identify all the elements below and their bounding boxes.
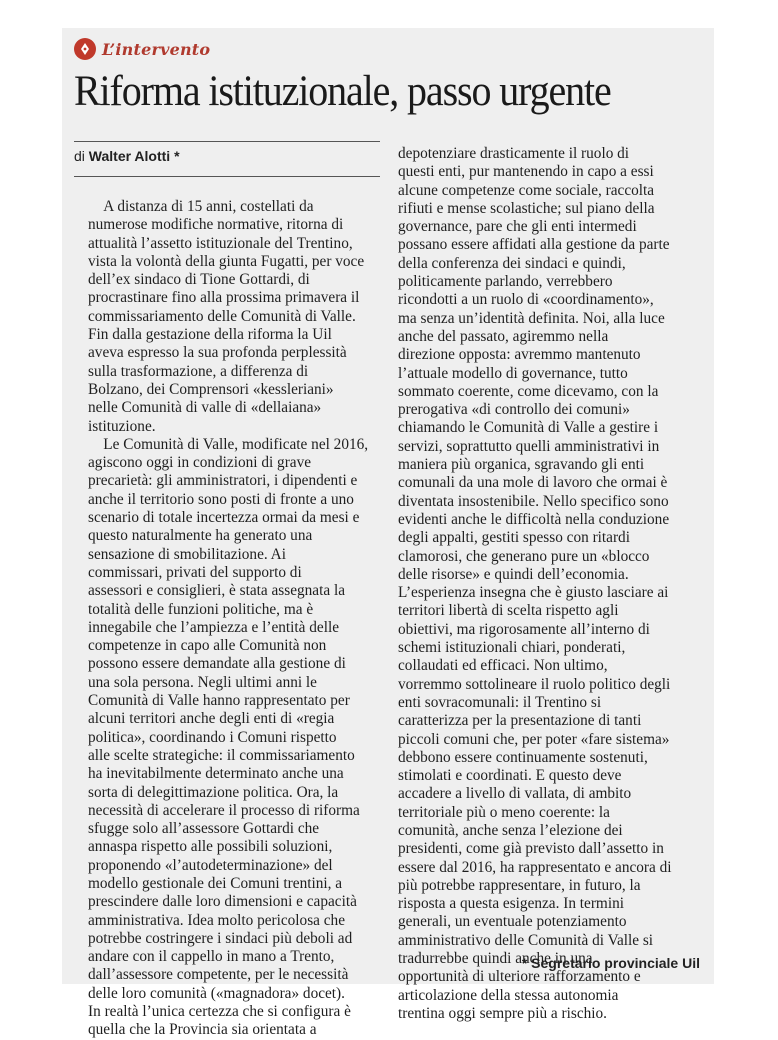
article-line: territori libertà di scelta rispetto agli (398, 602, 619, 620)
article-line: governance, pare che gli enti intermedi (398, 218, 637, 236)
article-line: ricondotti a un ruolo di «coordinamento», (398, 291, 654, 309)
article-line: procrastinare fino alla prossima primavera il (88, 289, 360, 307)
article-line: una sola persona. Negli ultimi anni le (88, 673, 317, 691)
author-footnote: * Segretario provinciale Uil (521, 955, 700, 971)
article-line: commissariamento delle Comunità di Valle. (88, 307, 356, 325)
article-line: chiamando le Comunità di Valle a gestire i (398, 419, 659, 437)
article-line: amministrativa. Idea molto pericolosa che (88, 911, 345, 929)
article-line: clamorosi, che generano pure un «blocco (398, 547, 650, 565)
article-line: questo naturalmente ha generato una (88, 527, 313, 545)
article-line: A distanza di 15 anni, costellati da (88, 198, 314, 215)
article-line: territoriale più o meno coerente: la (398, 803, 610, 821)
kicker-label: L’intervento (102, 39, 211, 59)
article-line: politicamente parlando, verrebbero (398, 273, 613, 291)
article-line: anche il territorio sono posti di fronte a uno (88, 490, 354, 508)
article-line: sommato coerente, come dicevamo, con la (398, 382, 659, 400)
article-line: amministrativo delle Comunità di Valle si (398, 931, 654, 949)
article-line: scenario di totale incertezza ormai da mesi e (88, 509, 360, 527)
article-line: enti sovracomunali: il Trentino si (398, 693, 602, 711)
article-line: presidenti, come già previsto dall’assetto in (398, 840, 664, 858)
article-line: competenze in capo alle Comunità non (88, 637, 327, 655)
article-line: quella che la Provincia sia orientata a (88, 1021, 317, 1039)
article-line: collaudati ed efficaci. Non ultimo, (398, 657, 608, 675)
article-line: numerose modifiche normative, ritorna di (88, 216, 344, 234)
byline-rule-bottom (74, 176, 380, 177)
article-line: trentina oggi sempre più a rischio. (398, 1004, 608, 1022)
article-line: generali, un eventuale potenziamento (398, 913, 627, 931)
article-line: accadere a livello di vallata, di ambito (398, 785, 632, 803)
article-line: depotenziare drasticamente il ruolo di (398, 145, 630, 162)
article-line: comunali da una mole di lavoro che ormai è (398, 474, 668, 492)
article-line: andare con il cappello in mano a Trento, (88, 948, 335, 966)
article-line: direzione opposta: avremmo mantenuto (398, 346, 641, 364)
article-line: ma senza un’identità definita. Noi, alla luce (398, 309, 665, 327)
article-line: politica», coordinando i Comuni rispetto (88, 728, 337, 746)
article-line: attualità l’assetto istituzionale del Trentino, (88, 234, 353, 252)
article-line: sfugge solo all’assessore Gottardi che (88, 820, 320, 838)
article-line: servizi, soprattutto quelli amministrativi in (398, 437, 660, 455)
article-line: sulla trasformazione, a differenza di (88, 362, 309, 380)
article-line: delle risorse» e quindi dell’economia. (398, 565, 629, 583)
article-line: aveva espresso la sua profonda perplessità (88, 344, 347, 362)
byline-rule-top (74, 141, 380, 142)
article-column-left (88, 198, 380, 1040)
article-line: alle scelte strategiche: il commissariamento (88, 746, 355, 764)
article-line: possono essere demandate alla gestione di (88, 655, 346, 673)
article-line: opportunità di ulteriore rafforzamento e (398, 968, 641, 986)
article-line: modello gestionale dei Comuni trentini, a (88, 874, 343, 892)
article-line: comunità, anche senza l’elezione dei (398, 821, 623, 839)
article-line: nelle Comunità di valle di «dellaiana» (88, 399, 322, 417)
article-line: sorta di delegittimazione politica. Ora, la (88, 783, 339, 801)
article-line: questi enti, pur mantenendo in capo a essi (398, 163, 654, 181)
article-line: Fin dalla gestazione della riforma la Uil (88, 326, 332, 344)
article-line: necessità di accelerare il processo di riforma (88, 801, 360, 819)
article-line: innegabile che l’ampiezza e l’entità delle (88, 618, 339, 636)
article-line: l’attuale modello di governance, tutto (398, 364, 628, 382)
article-line: annaspa rispetto alle possibili soluzioni, (88, 838, 333, 856)
article-line: assessori e consiglieri, è stata assegnata la (88, 582, 345, 600)
article-line: precarietà: gli amministratori, i dipendenti e (88, 472, 358, 490)
article-line: vorremmo sottolineare il ruolo politico degli (398, 675, 671, 693)
article-line: prerogativa «di controllo dei comuni» (398, 401, 630, 419)
article-line: commissari, privati del supporto di (88, 563, 302, 581)
section-kicker (74, 36, 210, 62)
headline: Riforma istituzionale, passo urgente (74, 68, 611, 115)
article-line: In realtà l’unica certezza che si configura è (88, 1003, 351, 1021)
article-line: dell’ex sindaco di Tione Gottardi, di (88, 271, 310, 289)
article-line: dall’assessore competente, per le necessità (88, 966, 349, 984)
article-line: potrebbe costringere i sindaci più deboli ad (88, 929, 353, 947)
article-line: stimolati e coordinati. E questo deve (398, 767, 622, 785)
article-line: piccoli comuni che, per poter «fare sistema» (398, 730, 670, 748)
article-line: maniera più organica, sgravando gli enti (398, 456, 645, 474)
byline-prefix: di (74, 148, 85, 164)
byline (74, 148, 180, 164)
article-line: L’esperienza insegna che è giusto lasciare ai (398, 584, 669, 602)
article-line: istituzione. (88, 417, 156, 435)
article-line: ha inevitabilmente determinato anche una (88, 765, 344, 783)
article-column-right (398, 145, 704, 1023)
article-line: alcuni territori anche degli enti di «regia (88, 710, 335, 728)
article-line: agiscono oggi in condizioni di grave (88, 454, 312, 472)
article-line: sensazione di smobilitazione. Ai (88, 545, 286, 563)
article-line: alcune competenze come sociale, raccolta (398, 181, 655, 199)
article-line: diventata insostenibile. Nello specifico sono (398, 492, 669, 510)
byline-author: Walter Alotti * (88, 148, 180, 164)
article-line: Le Comunità di Valle, modificate nel 2016, (88, 435, 369, 453)
article-line: Bolzano, dei Comprensori «kessleriani» (88, 380, 334, 398)
article-line: rifiuti e mense scolastiche; sul piano della (398, 199, 655, 217)
article-line: caratterizza per la presentazione di tanti (398, 712, 642, 730)
article-line: prescindere dalle loro dimensioni e capacità (88, 893, 357, 911)
article-line: delle loro comunità («magnadora» docet). (88, 984, 345, 1002)
article-line: degli appalti, gestiti spesso con ritardi (398, 529, 630, 547)
article-line: proponendo «l’autodeterminazione» del (88, 856, 333, 874)
article-line: articolazione della stessa autonomia (398, 986, 619, 1004)
article-line: possano essere affidati alla gestione da parte (398, 236, 670, 254)
article-line: risposta a questa esigenza. In termini (398, 895, 624, 913)
article-line: debbono essere continuamente sostenuti, (398, 748, 648, 766)
article-line: anche del passato, agiremmo nella (398, 327, 609, 345)
pen-nib-icon (74, 38, 96, 60)
article-line: totalità delle funzioni politiche, ma è (88, 600, 314, 618)
article-line: essere dal 2016, ha rappresentato e ancora di (398, 858, 672, 876)
article-line: obiettivi, ma rigorosamente all’interno di (398, 620, 650, 638)
article-line: schemi istituzionali chiari, ponderati, (398, 639, 626, 657)
article-line: tradurrebbe quindi anche in una (398, 950, 593, 968)
article-line: evidenti anche le difficoltà nella conduzione (398, 510, 670, 528)
article-line: della conferenza dei sindaci e quindi, (398, 254, 626, 272)
article-line: Comunità di Valle hanno rappresentato per (88, 692, 350, 710)
article-line: più potrebbe rappresentare, in futuro, la (398, 876, 641, 894)
article-line: vista la volontà della giunta Fugatti, per voce (88, 252, 365, 270)
